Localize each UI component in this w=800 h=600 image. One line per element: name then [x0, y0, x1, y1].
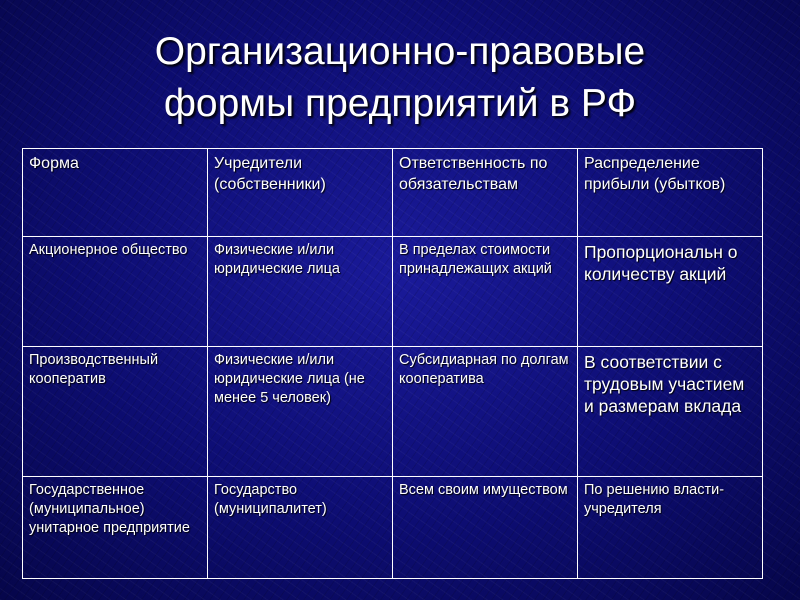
- cell-profit: По решению власти-учредителя: [578, 477, 763, 579]
- cell-liability: Всем своим имуществом: [393, 477, 578, 579]
- slide-title: [0, 26, 800, 130]
- title-line-1: Организационно-правовые: [154, 30, 646, 73]
- title-line-2: формы предприятий в РФ: [163, 82, 637, 125]
- cell-form: Государственное (муниципальное) унитарное предприятие: [23, 477, 208, 579]
- header-liability: Ответственность по обязательствам: [393, 149, 578, 237]
- table-header-row: [23, 149, 763, 237]
- cell-founders: Физические и/или юридические лица (не менее 5 человек): [208, 347, 393, 477]
- forms-table: [22, 148, 763, 579]
- table-row: [23, 347, 763, 477]
- cell-founders: Физические и/или юридические лица: [208, 237, 393, 347]
- table-row: [23, 477, 763, 579]
- table-row: [23, 237, 763, 347]
- cell-profit: В соответствии с трудовым участием и размерам вклада: [578, 347, 763, 477]
- header-form: Форма: [23, 149, 208, 237]
- cell-liability: Субсидиарная по долгам кооператива: [393, 347, 578, 477]
- cell-liability: В пределах стоимости принадлежащих акций: [393, 237, 578, 347]
- cell-form: Производственный кооператив: [23, 347, 208, 477]
- cell-profit: Пропорциональн о количеству акций: [578, 237, 763, 347]
- cell-form: Акционерное общество: [23, 237, 208, 347]
- header-founders: Учредители (собственники): [208, 149, 393, 237]
- header-profit: Распределение прибыли (убытков): [578, 149, 763, 237]
- cell-founders: Государство (муниципалитет): [208, 477, 393, 579]
